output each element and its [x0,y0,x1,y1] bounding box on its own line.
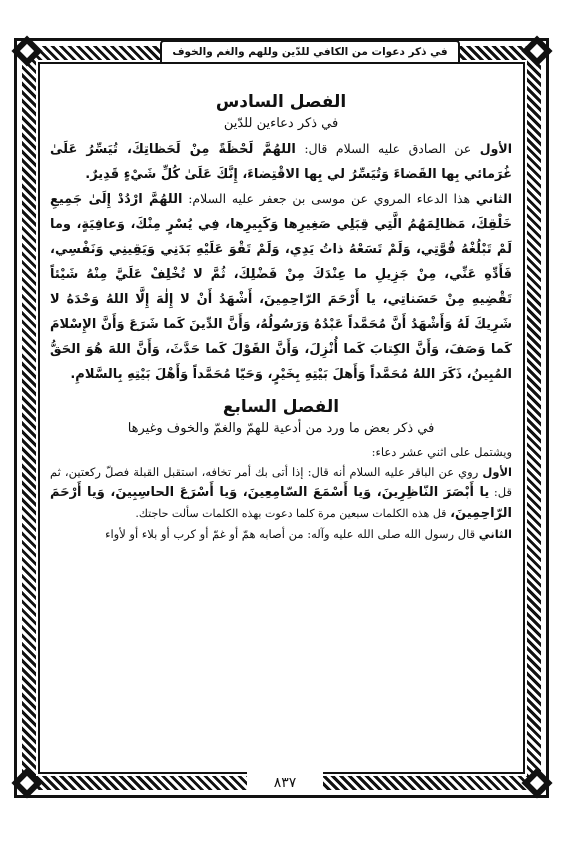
prayer-paragraph-3 [50,462,512,524]
prayer-text: اللهُمَّ ارْدُدْ إِلَىٰ جَمِيعِ خَلْقِكَ، مَظالِمَهُمُ الَّتِي قِبَلِي صَغِيرِها وَكَبِيرِها، فِي يُسْرٍ مِنْكَ، وَعافِيَةٍ، وما لَمْ تَبْلُغْهُ قُوَّتِي، وَلَمْ تَسَعْهُ ذاتُ يَدِي، وَلَمْ تَقْوَ عَلَيْهِ بَدَنِي وَيَقِينِي وَنَفْسِي، فَأَدِّهِ عَنِّي، مِنْ جَزِيلِ ما عِنْدَكَ مِنْ فَضْلِكَ، ثُمَّ لا تُخْلِفْ عَلَيَّ مِنْهُ شَيْئاً تَقْضِيهِ مِنْ حَسَناتِي، يا أَرْحَمَ الرّاحِمِينَ، أَشْهَدُ أَنْ لا إِلٰهَ إِلَّا اللهُ وَحْدَهُ لا شَرِيكَ لَهُ وَأَشْهَدُ أَنَّ مُحَمَّداً عَبْدُهُ وَرَسُولُهُ، وَأَنَّ الدِّينَ كَما شَرَعَ وَأَنَّ الإِسْلامَ كَما وَصَفَ، وَأَنَّ الكِتابَ كَما أُنْزِلَ، وَأَنَّ القَوْلَ كَما حَدَّثَ، وَأَنَّ اللهَ هُوَ الحَقُّ المُبِينُ، ذَكَرَ اللهُ مُحَمَّداً وَأَهلَ بَيْتِهِ بِخَيْرٍ، وَحَيّا مُحَمَّداً وَأَهْلَ بَيْتِهِ بِالسَّلامِ. [50,192,512,382]
item-intro: عن الصادق عليه السلام قال: [304,141,472,156]
prayer-paragraph-1 [50,137,512,187]
running-header: في ذكر دعوات من الكافي للدّين وللهم والغم والخوف [160,40,460,64]
item-lead: الأول [482,465,512,479]
item-intro: قال رسول الله صلى الله عليه وآله: من أصابه همّ أو غمّ أو كرب أو بلاء أو لأواء [105,527,476,541]
page-number: ٨٣٧ [247,772,323,794]
item-lead: الثاني [475,191,513,206]
section-six-title: الفصل السادس [215,92,347,112]
prayer-paragraph-2 [50,187,512,387]
item-lead: الأول [479,141,512,156]
section-seven-title: الفصل السابع [222,397,340,417]
section-six-subtitle: في ذكر دعاءين للدّين [223,116,339,131]
section-seven-intro: ويشتمل على اثني عشر دعاء: [371,445,512,459]
item-intro: هذا الدعاء المروي عن موسى بن جعفر عليه السلام: [188,191,471,206]
prayer-text: اللهُمَّ لَحْظَةً مِنْ لَحَظاتِكَ، تُيَسِّرُ عَلَىٰ غُرَمائي بِها القَضاءَ وَتُيَسِّرُ لي بِها الاقْتِضاءَ، إِنَّكَ عَلَىٰ كُلِّ شَيْءٍ قَدِيرٌ. [50,142,512,182]
item-note: قل هذه الكلمات سبعين مرة كلما دعوت بهذه الكلمات سألت حاجتك. [135,507,447,520]
item-lead: الثاني [478,527,512,541]
prayer-text: يا أَبْصَرَ النّاظِرِينَ، وَيا أَسْمَعَ السّامِعِينَ، وَيا أَسْرَعَ الحاسِبِينَ، وَيا أَرْحَمَ الرّاحِمِينَ، [50,485,512,521]
item-intro: روي عن الباقر عليه السلام أنه قال: إذا أتى بك أمر تخافه، استقبل القبلة فصلّ ركعتين، ثم قل: [50,465,513,499]
prayer-paragraph-4 [50,524,512,544]
section-seven-subtitle: في ذكر بعض ما ورد من أدعية للهمّ والغمّ والخوف وغيرها [127,421,435,436]
page-content [50,84,512,764]
